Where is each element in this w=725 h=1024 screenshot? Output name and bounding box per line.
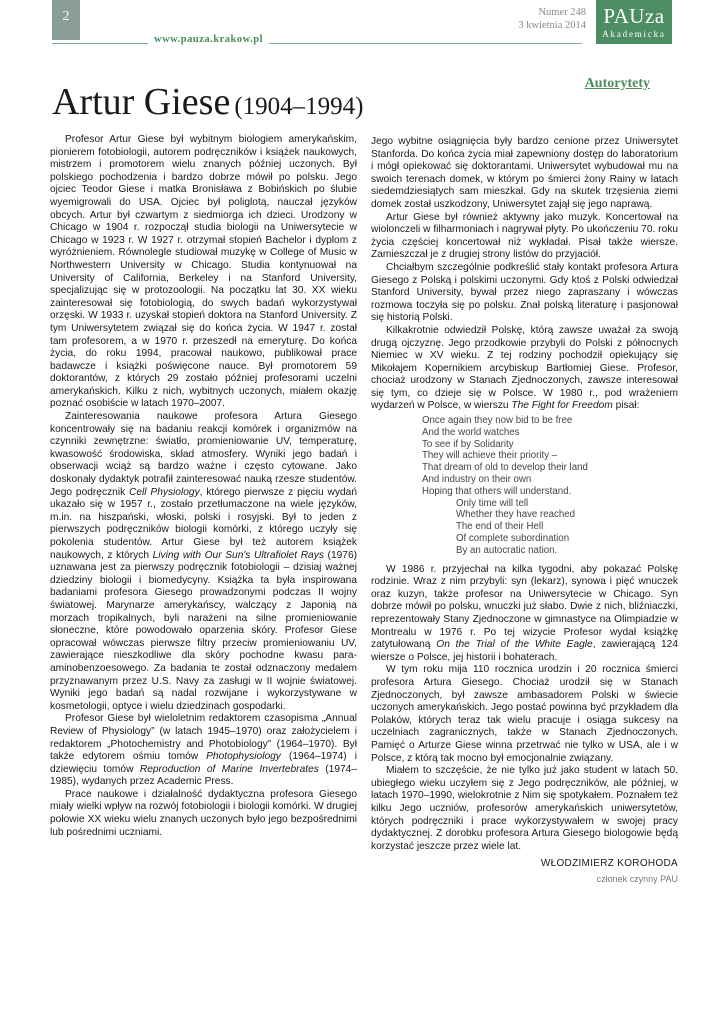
poem-line: That dream of old to develop their land — [422, 462, 588, 474]
pauza-logo — [596, 0, 672, 44]
paragraph: Jego wybitne osiągnięcia były bardzo cenione przez Uniwersytet Stanforda. Do końca życia miał zapewniony dostęp do laboratorium i mógł opiekować się doktorantami. Uniwersytet wybudował mu na swoich terenach domek, w którym po śmierci żony Rainy w latach siedemdziesiątych sam mieszkał. Gdy na skutek trzęsienia ziemi domek został uszkodzony, Uniwersytet zajął się jego naprawą. — [371, 136, 678, 210]
text-run: W 1986 r. przyjechał na kilka tygodni, aby pokazać Polskę rodzinie. Wraz z nim przybyli: syn (lekarz), synowa i pięć wnuczek oraz kuzyn, także profesor na Uniwersytecie w Chicago. Syn dobrze mówił po polsku, wnuczki już słabo. Dwie z nich, bliźniaczki, reprezentowały Stany Zjednoczone w gimnastyce na Olimpiadzie w Montrealu w 1976 r. Po tej wizycie Profesor wydał książkę zatytułowaną — [371, 563, 678, 651]
page-number: 2 — [52, 0, 80, 40]
poem-line: By an autocratic nation. — [456, 544, 558, 556]
text-run: , zawierającą 124 wiersze o Polsce, jej historii i bohaterach. — [371, 639, 678, 663]
issue-number: Numer 248 — [538, 7, 586, 18]
article-title — [52, 80, 364, 124]
title-name: Artur Giese — [52, 81, 231, 123]
poem-line: Only time will tell — [456, 497, 529, 509]
paragraph — [50, 411, 357, 713]
book-title: Living with Our Sun's Ultrafiolet Rays — [152, 549, 324, 561]
paragraph: Chciałbym szczególnie podkreślić stały kontakt profesora Artura Giesego z Polską i polskimi uczonymi. Gdy ktoś z Polski odwiedzał Stanford University, bywał przez niego zapraszany i wówczas rozmowa toczyła się po polsku. Znał polską literaturę i pasjonował się historią Polski. — [371, 261, 678, 324]
section-label[interactable]: Autorytety — [584, 76, 650, 91]
paragraph: Prace naukowe i działalność dydaktyczna profesora Giesego miały wielki wpływ na rozwój fotobiologii i biologii komórki. W drugiej połowie XX wieku wielu znanych uczonych było jego bezpośrednimi lub pośrednimi uczniami. — [50, 788, 357, 838]
paragraph: Miałem to szczęście, że nie tylko już jako student w latach 50. ubiegłego wieku uczyłem się z Jego podręczników, ale później, w latach 1970–1990, wielokrotnie z Nim się spotykałem. Poznałem też kilku Jego uczniów, profesorów amerykańskich uniwersytetów, których podręczniki i prace wykorzystywałem w swojej pracy dydaktycznej. Z dorobku profesora Artura Giesego biologowie będą korzystać jeszcze przez wiele lat. — [371, 765, 678, 852]
poem-line: To see if by Solidarity — [422, 438, 514, 450]
poem-line: Hoping that others will understand. — [422, 485, 572, 497]
poem-line: Whether they have reached — [456, 509, 576, 521]
issue-date: 3 kwietnia 2014 — [518, 20, 586, 31]
author-name: WŁODZIMIERZ KOROHODA — [540, 858, 678, 870]
header-rule — [52, 43, 582, 44]
logo-subtitle: Akademicka — [602, 29, 666, 39]
poem-title: The Fight for Freedom — [511, 400, 613, 412]
text-run: Kilkakrotnie odwiedził Polskę, którą zawsze uważał za swoją drugą ojczyznę. Jego przodkowie przybyli do Polski z północnych Niemiec w XV wieku. Z tej rodziny pochodził opiekujący się Mikołajem Kopernikiem arcybiskup Bartłomiej Giese. Profesor, chociaż urodzony w Stanach Zjednoczonych, zawsze interesował się tym, co dzieje się w Polsce. W 1980 r., pod wrażeniem wydarzeń w Polsce, w wierszu — [371, 324, 678, 412]
text-run: Zainteresowania naukowe profesora Artura Giesego koncentrowały się na badaniu reakcji komórek i organizmów na czynniki zewnętrzne: światło, promieniowanie UV, temperaturę, kwasowość środowiska, skład atmosfery. Wyniki jego badań i obserwacji wciąż są bardzo ważne i często cytowane. Jako doskonały dydaktyk potrafił zainteresować nauką rzesze studentów. Jego podręcznik — [50, 411, 357, 498]
author-role: członek czynny PAU — [596, 873, 678, 884]
poem-line: Once again they now bid to be free — [422, 415, 573, 427]
issue-info — [518, 6, 586, 32]
right-column — [371, 136, 678, 885]
logo-title: PAUza — [603, 4, 665, 28]
text-run: (1964–1974) i dziewięciu tomów — [50, 751, 357, 775]
text-run: (1976) uznawana jest za pierwszy podręcznik fotobiologii – dzisiaj ważnej dziedziny biologii i biomedycyny. Książka ta była inspirowana badaniami profesora Giesego prowadzonymi podczas II wojny światowej. Marynarze amerykańscy, walczący z Japonią na morzach tropikalnych, byli narażeni na silne promieniowanie słoneczne, które powodowało oparzenia skóry. Profesor Giese opracował wówczas pierwsze filtry przeciw promieniowaniu UV, zawierające nieszkodliwe dla skóry pochodne kwasu para-aminobenzoesowego. Za badania te został odznaczony medalem przyznawanym przez U.S. Navy za zasługi w II wojnie światowej. Wyniki jego badań są nadal rozwijane i wykorzystywane w kosmetologii, optyce i wielu dziedzinach gospodarki. — [50, 549, 358, 712]
paragraph — [50, 713, 357, 789]
poem-line: The end of their Hell — [456, 521, 544, 533]
left-column — [50, 134, 357, 839]
title-years: (1904–1994) — [234, 93, 364, 120]
text-run: , którego pierwsze z pięciu wydań ukazało się w 1957 r., zostało przetłumaczone na wiele języków, m.in. na hiszpański, włoski, polski i rosyjski. Był to jeden z pierwszych podręczników biologii komórki, z którego uczyły się pokolenia studentów. Artur Giese był też autorem książek naukowych, z których — [50, 486, 357, 561]
paragraph: Artur Giese był również aktywny jako muzyk. Koncertował na wiolonczeli w filharmoniach i nagrywał płyty. Po ukończeniu 70. roku życia częściej koncertował niż wykładał. Pisał także wiersze. Zamieszczał je z drugiej strony listów do przyjaciół. — [371, 211, 678, 261]
paragraph: Profesor Artur Giese był wybitnym biologiem amerykańskim, pionierem fotobiologii, autorem podręczników i książek naukowych, mistrzem i promotorem wielu znanych później uczonych. Był polskiego pochodzenia i bardzo dobrze mówił po polsku. Jego ojciec Teodor Giese i matka Bronisława z Bobińskich po ślubie wyemigrowali do USA. Ojciec był poliglotą, nauczał języków obcych. Artur był czwartym z siedmiorga ich dzieci. Urodzony w Chicago w 1904 r. rozpoczął studia biologii na Uniwersytecie w Chicago w 1923 r. W 1927 r. otrzymał stopień Bachelor i dyplom z wyróżnieniem. Równolegle studiował muzykę w College of Music w Northwestern University w Chicago. Studia kontynuował na University of California, Berkeley i na Stanford University, specjalizując się w protozoologii. Na początku lat 30. XX wieku zainteresował się fotobiologią, do swych badań wykorzystywał orzęski. W 1933 r. uzyskał stopień doktora na Stanford University. Z tym Uniwersytetem związał się do końca życia. W 1947 r. został tam profesorem, a w 1970 r. przeszedł na emeryturę. Do końca życia, do roku 1994, pracował naukowo, publikował prace badawcze i książki poświęcone nauce. Był promotorem 59 doktorantów, z których 29 zostało później profesorami uczelni amerykańskich. Kilku z nich, wybitnych uczonych, miałem okazję poznać osobiście w latach 1970–2007. — [50, 134, 357, 410]
poem — [422, 415, 678, 557]
paragraph — [371, 325, 678, 413]
paragraph: W tym roku mija 110 rocznica urodzin i 20 rocznica śmierci profesora Artura Giesego. Chociaż urodził się w Stanach Zjednoczonych, był zawsze ambasadorem Polski w świecie uczonych amerykańskich. Jego postać powinna być przykładem dla Polaków, których teraz tak wielu pracuje i osiąga sukcesy na uczelniach zagranicznych, także w Stanach Zjednoczonych. Pamięć o Arturze Giese winna przetrwać nie tylko w USA, ale i w Polsce, z którą tak mocno był emocjonalnie związany. — [371, 664, 678, 764]
book-title: Cell Physiology — [129, 486, 200, 498]
book-title: Photophysiology — [206, 751, 281, 763]
text-run: (1974–1985), wydanych przez Academic Press. — [50, 763, 357, 788]
site-url[interactable]: www.pauza.krakow.pl — [148, 34, 269, 45]
poem-line: They will achieve their priority – — [422, 450, 558, 462]
text-run: pisał: — [612, 400, 640, 412]
poem-line: And industry on their own — [422, 474, 532, 486]
book-title: On the Trial of the White Eagle — [436, 639, 593, 651]
text-run: Profesor Giese był wieloletnim redaktorem czasopisma „Annual Review of Physiology” (w latach 1945–1970) oraz założycielem i redaktorem „Photochemistry and Photobiology” (1964–1970). Był także edytorem ośmiu tomów — [50, 713, 357, 763]
paragraph — [371, 564, 678, 665]
poem-line: And the world watches — [422, 426, 520, 438]
book-title: Reproduction of Marine Invertebrates — [139, 763, 319, 775]
poem-line: Of complete subordination — [456, 533, 570, 545]
